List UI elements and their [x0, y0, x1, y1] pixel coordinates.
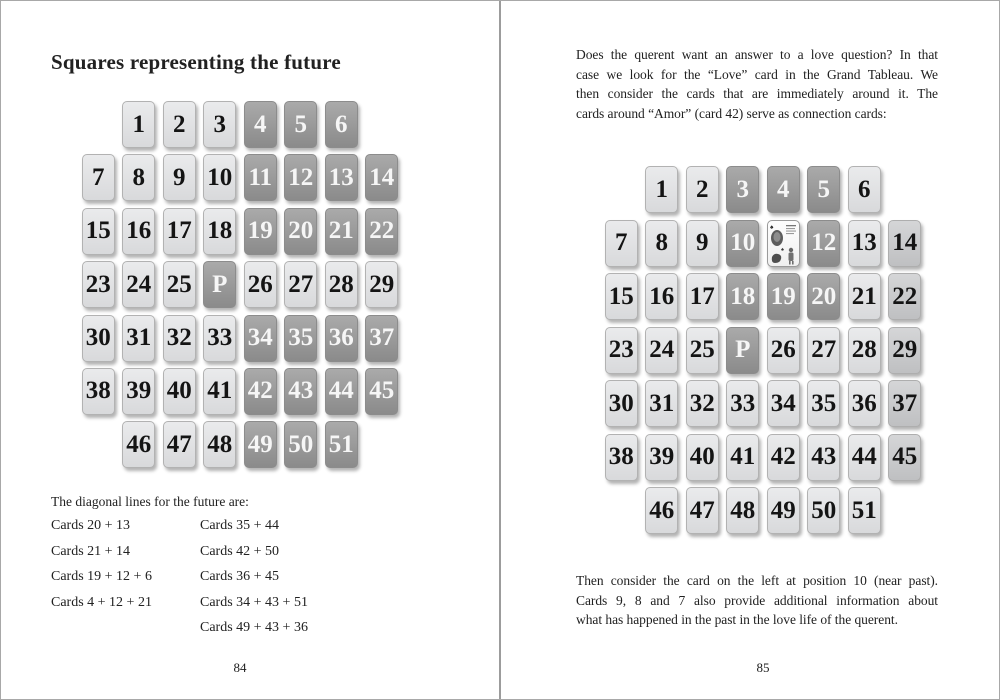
card-17: 17: [163, 208, 196, 255]
card-39: 39: [122, 368, 155, 415]
card-29: 29: [365, 261, 398, 308]
page-number-left: 84: [233, 660, 247, 675]
card-14: 14: [888, 220, 921, 267]
diagonal-list-item: Cards 34 + 43 + 51: [200, 594, 308, 610]
card-23: 23: [605, 327, 638, 374]
card-3: 3: [726, 166, 759, 213]
card-36: 36: [848, 380, 881, 427]
card-27: 27: [807, 327, 840, 374]
diagonal-list-item: Cards 42 + 50: [200, 543, 280, 559]
card-37: 37: [365, 315, 398, 362]
card-46: 46: [645, 487, 678, 534]
card-17: 17: [686, 273, 719, 320]
future-squares-grid: [81, 101, 399, 475]
card-10: 10: [726, 220, 759, 267]
card-8: 8: [122, 154, 155, 201]
card-36: 36: [325, 315, 358, 362]
card-12: 12: [807, 220, 840, 267]
card-43: 43: [284, 368, 317, 415]
page-number-right: 85: [756, 660, 770, 675]
card-5: 5: [807, 166, 840, 213]
card-34: 34: [767, 380, 800, 427]
card-46: 46: [122, 421, 155, 468]
card-49: 49: [244, 421, 277, 468]
card-31: 31: [645, 380, 678, 427]
diagonals-column-1: [51, 513, 152, 615]
card-21: 21: [848, 273, 881, 320]
card-P: P: [203, 261, 236, 308]
diagonal-list-item: Cards 21 + 14: [51, 543, 131, 559]
diagonals-heading: The diagonal lines for the future are:: [51, 494, 249, 509]
page-title: Squares representing the future: [51, 50, 341, 74]
card-33: 33: [726, 380, 759, 427]
card-row: [81, 261, 399, 308]
card-22: 22: [888, 273, 921, 320]
card-32: 32: [163, 315, 196, 362]
card-row: [81, 101, 399, 148]
card-3: 3: [203, 101, 236, 148]
card-22: 22: [365, 208, 398, 255]
card-18: 18: [203, 208, 236, 255]
card-39: 39: [645, 434, 678, 481]
card-1: 1: [122, 101, 155, 148]
card-7: 7: [605, 220, 638, 267]
card-47: 47: [163, 421, 196, 468]
amor-card-image: [767, 220, 800, 267]
card-row: [604, 487, 922, 534]
card-9: 9: [163, 154, 196, 201]
card-51: 51: [848, 487, 881, 534]
card-28: 28: [325, 261, 358, 308]
card-13: 13: [325, 154, 358, 201]
diagonal-list-item: Cards 35 + 44: [200, 518, 280, 533]
card-28: 28: [848, 327, 881, 374]
card-16: 16: [645, 273, 678, 320]
card-25: 25: [163, 261, 196, 308]
card-50: 50: [807, 487, 840, 534]
card-row: [604, 434, 922, 481]
text-line: Does the querent want an answer to a love question? In that: [576, 47, 938, 62]
card-41: 41: [203, 368, 236, 415]
card-6: 6: [325, 101, 358, 148]
card-row: [81, 208, 399, 255]
card-29: 29: [888, 327, 921, 374]
love-question-grid: [604, 166, 922, 541]
card-row: [81, 315, 399, 362]
card-1: 1: [645, 166, 678, 213]
outro-paragraph: [576, 571, 938, 630]
card-10: 10: [203, 154, 236, 201]
diagonal-list-item: Cards 20 + 13: [51, 518, 131, 533]
card-27: 27: [284, 261, 317, 308]
diagonal-list-item: Cards 4 + 12 + 21: [51, 594, 152, 610]
card-48: 48: [203, 421, 236, 468]
card-5: 5: [284, 101, 317, 148]
text-line: what has happened in the past in the love life of the querent.: [576, 612, 898, 628]
card-30: 30: [605, 380, 638, 427]
card-31: 31: [122, 315, 155, 362]
card-7: 7: [82, 154, 115, 201]
card-26: 26: [244, 261, 277, 308]
page-divider: [499, 1, 501, 700]
card-38: 38: [82, 368, 115, 415]
card-19: 19: [767, 273, 800, 320]
intro-paragraph: [576, 45, 938, 123]
svg-text:♠: ♠: [769, 223, 774, 231]
card-40: 40: [686, 434, 719, 481]
card-45: 45: [365, 368, 398, 415]
card-35: 35: [284, 315, 317, 362]
card-51: 51: [325, 421, 358, 468]
card-21: 21: [325, 208, 358, 255]
card-13: 13: [848, 220, 881, 267]
card-12: 12: [284, 154, 317, 201]
card-33: 33: [203, 315, 236, 362]
card-15: 15: [605, 273, 638, 320]
card-24: 24: [645, 327, 678, 374]
card-25: 25: [686, 327, 719, 374]
card-50: 50: [284, 421, 317, 468]
diagonal-list-item: Cards 49 + 43 + 36: [200, 620, 308, 636]
card-15: 15: [82, 208, 115, 255]
card-P: P: [726, 327, 759, 374]
card-6: 6: [848, 166, 881, 213]
card-row: [604, 166, 922, 213]
card-row: [604, 220, 922, 267]
card-32: 32: [686, 380, 719, 427]
diagonal-list-item: Cards 19 + 12 + 6: [51, 569, 152, 585]
card-4: 4: [767, 166, 800, 213]
card-30: 30: [82, 315, 115, 362]
card-44: 44: [325, 368, 358, 415]
card-row: [81, 154, 399, 201]
card-47: 47: [686, 487, 719, 534]
card-20: 20: [284, 208, 317, 255]
svg-text:♠: ♠: [780, 246, 784, 253]
card-row: [604, 380, 922, 427]
card-14: 14: [365, 154, 398, 201]
card-8: 8: [645, 220, 678, 267]
card-16: 16: [122, 208, 155, 255]
card-11: 11: [244, 154, 277, 201]
card-41: 41: [726, 434, 759, 481]
text-line: Cards 9, 8 and 7 also provide additional information about: [576, 592, 938, 608]
card-42: 42: [244, 368, 277, 415]
card-43: 43: [807, 434, 840, 481]
card-23: 23: [82, 261, 115, 308]
card-24: 24: [122, 261, 155, 308]
text-line: cards around “Amor” (card 42) serve as connection cards:: [576, 105, 887, 121]
card-49: 49: [767, 487, 800, 534]
card-37: 37: [888, 380, 921, 427]
diagonals-column-2: [200, 513, 308, 641]
card-34: 34: [244, 315, 277, 362]
card-row: [81, 368, 399, 415]
card-42: 42: [767, 434, 800, 481]
card-9: 9: [686, 220, 719, 267]
card-48: 48: [726, 487, 759, 534]
diagonal-list-item: Cards 36 + 45: [200, 569, 280, 585]
card-row: [81, 421, 399, 468]
card-row: [604, 327, 922, 374]
text-line: case we look for the “Love” card in the Grand Tableau. We: [576, 66, 938, 82]
card-35: 35: [807, 380, 840, 427]
card-38: 38: [605, 434, 638, 481]
card-row: [604, 273, 922, 320]
card-18: 18: [726, 273, 759, 320]
card-2: 2: [686, 166, 719, 213]
card-4: 4: [244, 101, 277, 148]
text-line: Then consider the card on the left at position 10 (near past).: [576, 573, 938, 588]
card-2: 2: [163, 101, 196, 148]
text-line: then consider the cards that are immediately around it. The: [576, 86, 938, 102]
card-19: 19: [244, 208, 277, 255]
card-45: 45: [888, 434, 921, 481]
card-44: 44: [848, 434, 881, 481]
card-26: 26: [767, 327, 800, 374]
card-20: 20: [807, 273, 840, 320]
card-40: 40: [163, 368, 196, 415]
